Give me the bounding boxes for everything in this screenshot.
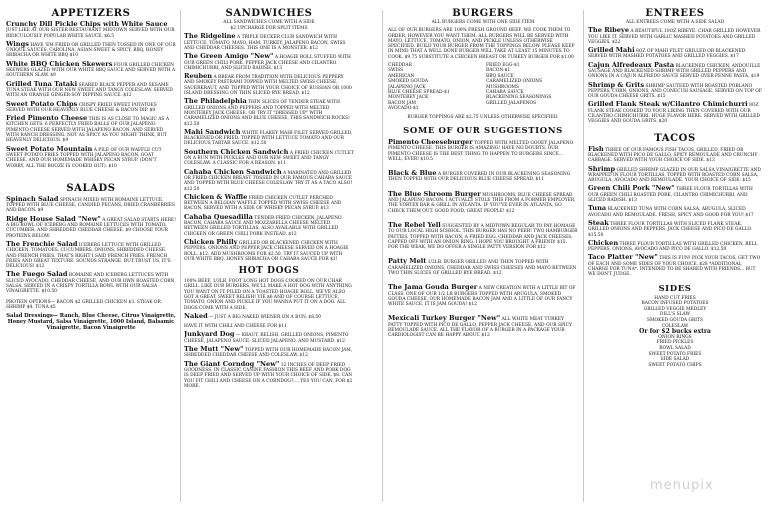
item-name: Spinach Salad (6, 194, 59, 203)
item-desc: WHITE FLAKEY MAHI FILET SERVED GRILLED, BLACKENED OR FRIED. TOPPED WITH LETTUCE TOMATO AND OUR DELICIOUS TARTAR SAUCE. $12.50 (184, 130, 353, 147)
item-name: Grilled Tuna Tataki (6, 79, 78, 88)
side-item: SWEET POTATO CHIPS (648, 362, 702, 368)
menu-item (184, 237, 354, 262)
topping-item: FRIED EGG-$1 (486, 62, 520, 68)
item-desc: A BREAK FROM TRADITION WITH DELICIOUS PEPPERY AND SMOKEY PASTRAMI TOPPED WITH MELTED SWISS CHEESE, SAUERKRAUT, AND TOPPED WITH YOUR CHOICE OF RUSSIAN OR 1000 ISLAND DRESSING ON THIN SLICED RYE BREAD. $12 (184, 75, 352, 97)
item-desc: JUST LIKE AT OUR SISTER RESTAURANT MIDTOWN SERVED WITH OUR RIDICULOUSLY POPULAR WHITE SAUCE. $6.5 (6, 28, 175, 39)
item-name: White BBQ Chicken Skewers (6, 59, 113, 68)
item-name: Taco Platter "New" (588, 253, 658, 262)
menu-item (184, 347, 354, 359)
salads-list (6, 194, 176, 295)
entrees-subtitle: ALL ENTREES COME WITH A SIDE SALAD (625, 20, 725, 25)
menu-item (6, 272, 176, 294)
item-desc: THREE OF OUR FAMOUS FISH TACOS, GRILLED, FRIED OR BLACKENED WITH PICO DE GALLO, SPICY REMOULADE AND CRUNCHY CABBAGE. SERVED WITH YOUR CHOICE OF SIDE. $13 (588, 147, 758, 164)
burgers-subtitle: ALL BURGERS COME WITH ONE SIDE ITEM (431, 20, 535, 25)
menu-item (184, 99, 354, 126)
item-name: Tuna (588, 204, 607, 213)
hotdogs-heading: HOT DOGS (238, 266, 300, 277)
menu-item (388, 137, 578, 162)
menu-item (588, 255, 762, 277)
item-name: The Ridgeline (184, 32, 236, 41)
left-column (6, 0, 176, 512)
topping-item: BACON-$1 (486, 68, 511, 74)
item-desc: SPINACH MIXED WITH ROMAINE LETTUCE. TOPPED WITH BLUE CHEESE, CANDIED PECANS, DRIED CRANBERRIES AND BACON. $9 (6, 197, 176, 214)
item-name: The Blue Shroom Burger (388, 189, 481, 198)
item-desc: THIN SLICES OF TENDER STEAK WITH GRILLED ONIONS AND PEPPERS AND TOPPED WITH MELTED MONTEREY JACK CHEESE. OR TRY IT "DRESSED UP" WITH CARAMELIZED ONIONS AND BLUE CHEESE. THIS SANDWICH ROCKS! $12.50 (184, 100, 350, 127)
hotdogs-list (184, 311, 354, 389)
item-desc: A BEAUTIFUL 10OZ RIBEYE. CHAR GRILLED HOWEVER YOU LIKE IT. SERVED WITH GARLIC MASHED POTATOES AND GRILLED VEGGIES. $22 (588, 29, 761, 45)
column-divider (382, 10, 383, 502)
item-name: The Frenchie Salad (6, 239, 78, 248)
item-desc: HAVE IT WITH CHILI AND CHEESE FOR $11 (184, 324, 287, 330)
topping-item: CARAMELIZED ONIONS (486, 79, 543, 85)
item-desc: GRILLED SHRIMP GLAZED IN OUR SALSA VINAIGRETTE AND WRAPPED IN FLOUR TORTILLAS, TOPPED WITH ROASTED CORN SALSA, ARUGULA, AVOCADO AND REMOULADE. YOUR CHOICE OF SIDE. $15 (588, 167, 761, 184)
item-name: Crunchy Dill Pickle Chips with White Sauce (6, 20, 168, 28)
salads-heading: SALADS (66, 182, 116, 194)
sides-list (588, 296, 762, 369)
item-desc: THREE FLOUR TORTILLAS WITH GRILLED CHICKEN, BELL PEPPERS, ONIONS, AVOCADO AND PICO DE GALLO. $12.50 (588, 241, 758, 253)
menu-item (588, 102, 762, 124)
menu-item (6, 99, 176, 114)
item-name: Black & Blue (388, 169, 437, 178)
side-item: SIDE SALAD (660, 357, 690, 363)
appetizers-list (6, 22, 176, 169)
item-desc: 8OZ OF MAHI FILET GRILLED OR BLACKENED SERVED WITH MASHED POTATOES AND GRILLED VEGGIES. $17 (588, 49, 746, 60)
item-desc: THIS IS FUN! PICK YOUR TACOS, GET TWO OF EACH AND SOME SIDES OF YOUR CHOICE. $28 *ADDITIONAL CHARGE FOR TUNA*. INTENDED TO BE SHARED WITH FRIENDS... BUT WE DON'T JUDGE. (588, 256, 761, 278)
topping-item: AVOCADO-$1 (388, 106, 419, 112)
item-name: Cahaba Quesadilla (184, 212, 253, 221)
topping-item: BLACKENING SEASONINGS (486, 95, 552, 101)
side-item: SMOKED GOUDA GRITS (647, 317, 703, 323)
item-name: Southern Chicken Sandwich (184, 147, 289, 156)
item-name: The Rebel Yell (388, 220, 441, 229)
menu-item (184, 323, 354, 329)
menupix-watermark: menupix (650, 478, 714, 493)
menu-item (588, 238, 762, 253)
item-name: The Mutt "New" (184, 345, 244, 354)
item-name: Reuben (184, 72, 213, 81)
menu-item (6, 214, 176, 239)
item-name: The Ribeye (588, 26, 630, 35)
side-item: ONION RINGS (658, 334, 692, 340)
item-desc: THIS IS AS CLOSE TO MAGIC AS A KITCHEN GETS. 6 PERFECTLY FRIED BALLS OF OUR JALAPENO PIMENTO CHEESE SERVED WITH JALAPENO BACON. AND SERVED WITH RANCH DRESSING. NOT AS SPICY AS YOU MIGHT THINK, BUT HEAVENLY DELICIOUS. $9 (6, 117, 169, 144)
sandwiches-list (184, 34, 354, 262)
menu-item (388, 171, 578, 183)
topping-item: BBQ SAUCE (486, 73, 514, 79)
topping-item: MONTEREY JACK (388, 95, 429, 101)
item-name: Steak (588, 218, 609, 227)
item-name: Grilled Flank Steak w/Cilantro Chimichurri (588, 100, 748, 109)
topping-item: CAHABA SAUCE (486, 90, 524, 96)
item-name: Pimento Cheeseburger (388, 137, 473, 146)
item-desc: TOPPED WITH OUR HOMEMADE BACON JAM, SHREDDED CHEDDAR CHEESE AND COLESLAW. $12 (184, 348, 353, 359)
topping-item: GRILLED JALAPENOS (486, 100, 537, 106)
item-desc: ICEBERG LETTUCE WITH GRILLED CHICKEN, TOMATOES, CUCUMBERS, ONIONS, SHREDDED CHEESE AND FRENCH FRIES. THAT'S RIGHT I SAID FRENCH FRIES. FRENCH FRIES AND GREAT TEXTURE. SOUNDS STRANGE, BUT TRUST US, IT'S DELICIOUS! $12 (6, 242, 171, 270)
menu-item (6, 22, 176, 39)
item-name: The Giant Corndog "New" (184, 359, 280, 368)
burgers-heading: BURGERS (452, 8, 514, 19)
menu-item (388, 220, 578, 251)
topping-item: SMOKED GOUDA (388, 79, 429, 85)
menu-item (184, 54, 354, 71)
item-name: Naked (184, 311, 208, 320)
column-divider (583, 10, 584, 502)
item-desc: 8OZ FLANK STEAK COOKED TO YOUR LIKING THEN COVERED WITH OUR CILANTRO CHIMICHURRI. HUGE FLAVOR HERE. SERVED WITH GRILLED VEGGIES AND GOUDA GRITS. $20 (588, 103, 760, 125)
item-desc: A TRIPLE DECKER CLUB SANDWICH WITH LETTUCE, TOMATO, MAYO, HAM, TURKEY, JALAPENO BACON, SWISS AND CHEDDAR CHEESES. THIS ONE IS A MONSTER. $12 (184, 35, 346, 51)
topping-item: BACON JAM (388, 100, 417, 106)
item-desc: SUGGESTED BY A MIDTOWN REGULAR TO PAY HOMAGE TO OUR LOCAL HIGH SCHOOL. THIS BURGER HAS NO PEER! TWO HAMBURGER PATTIES, TOPPED WITH BACON, A FRIED EGG, CHEDDAR AND JACK CHEESES, CAPPED OFF WITH AN ONION RING. I HOPE YOU BROUGHT A FRIEND! $15. FOR THE WEAK, WE DO OFFER A SINGLE PATTY VERSION FOR $12 (388, 223, 578, 251)
item-desc: FOUR GRILLED CHICKEN SKEWERS GLAZED WITH OUR WHITE BBQ SAUCE AND SERVED WITH A SOUTHERN SLAW. $9 (6, 62, 176, 79)
protein-options: PROTEIN OPTIONS— BACON $2 GRILLED CHICKEN $3. STEAK OR SHRIMP $4. TUNA $5 (6, 299, 161, 310)
item-name: The Fuego Salad (6, 270, 68, 279)
item-name: Sweet Potato Chips (6, 99, 78, 108)
menu-item (184, 167, 354, 192)
menu-item (184, 74, 354, 96)
item-desc: — KRAUT, RELISH, GRILLED ONIONS, PIMENTO CHEESE, JALAPENO SAUCE, SLICED JALAPENO, AND MUSTARD. $12 (184, 333, 349, 344)
side-item: FRIED PICKLES (656, 340, 694, 346)
appetizers-heading: APPETIZERS (51, 8, 131, 19)
burgers-intro: ALL OF OUR BURGERS ARE 100% FRESH GROUND BEEF. WE COOK THEM TO ORDER, HOWEVER YOU WANT THEM. ALL BURGERS WILL BE SERVED WITH MAYO, LETTUCE, TOMATO, ONION, AND PICKLE UNLESS OTHERWISE SPECIFIED. BUILD YOUR BURGER FROM THE TOPPINGS BELOW. PLEASE KEEP IN MIND THAT A WELL DONE BURGER WILL TAKE AT LEAST 15 MINUTES TO COOK. $9.75 SUBSTITUTE A CHICKEN BREAST OR TURKEY BURGER FOR $1.00 (388, 28, 575, 60)
side-item: DILL'S SLAW (659, 312, 691, 318)
sandwiches-heading: SANDWICHES (225, 8, 313, 19)
item-desc: HAVE 'EM FRIED OR GRILLED THEN TOSSED IN ONE OF OUR UNIQUE SAUCES. CAROLINA, ASIAN SWEET & SPICY, BBQ, HONEY SRIRACHA OR WHITE BBQ $10 (6, 42, 176, 59)
item-name: Cajun Alfredeaux Pasta (588, 60, 675, 69)
item-desc: — JUST A BIG NAKED WIENER ON A BUN. $8.50 (209, 314, 321, 320)
sides-upcharge: Or for $2 bucks extra (639, 328, 711, 336)
item-name: The Jama Gouda Burger (388, 283, 478, 292)
menu-item (588, 206, 762, 218)
item-name: The Philadelphia (184, 97, 247, 106)
side-item: BOWL SALAD (659, 345, 691, 351)
item-name: Grilled Mahi (588, 46, 635, 55)
menu-item (6, 116, 176, 143)
toppings-right (486, 63, 578, 112)
menu-item (588, 164, 762, 184)
menu-item (588, 80, 762, 100)
item-desc: BLACKENED TUNA WITH CORN SALSA, ARUGULA, SLICED AVOCADO AND REMOULADE. FRESH, SPICY AND GOOD FOR YOU! $17 (588, 207, 754, 218)
item-desc: A MARINATED AND GRILLED OR FRIED CHICKEN BREAST TOSSED IN OUR FAMOUS CAHABA SAUCE AND TOPPED WITH BLUE CHEESE COLESLAW. TRY IT AS A TACO ALSO! $12.50 (184, 170, 353, 192)
item-name: The Green Amigo "New" (184, 52, 274, 61)
side-item: HAND CUT FRIES (654, 295, 696, 301)
suggestions-heading: SOME OF OUR SUGGESTIONS (403, 125, 563, 136)
item-desc: A NEW CREATION WITH A LITTLE BIT OF CLASS. ONE OF OUR 1/2 LB BURGERS TOPPED WITH ARUGULA, SMOKED GOUDA CHEESE, OUR HOMEMADE BACON JAM AND A LITTLE OF OUR FANCY WHITE SAUCE. IT IS JAM GOUDA! $12 (388, 286, 576, 308)
menu-item (6, 239, 176, 270)
side-item: COLESLAW (661, 323, 689, 329)
burger-toppings (388, 63, 578, 112)
sandwiches-subtitle: ALL SANDWICHES COME WITH A SIDE (223, 20, 315, 25)
topping-item: JALAPENO JACK (388, 84, 426, 90)
menu-item (388, 285, 578, 307)
item-desc: SHRIMP SAUTEED WITH ROASTED POBLANO PEPPERS, CORN, ONIONS, AND CONECUH SAUSAGE, SERVED ON TOP OF OUR GOUDA CHEESE GRITS. $15 (588, 83, 762, 100)
item-name: Shrimp (588, 164, 616, 173)
item-desc: THREE FLOUR TORTILLAS WITH OUR GREEN CHILI ROASTED PORK, CILANTRO CHIMICHURRI, AND SLICED RADISH. $13 (588, 187, 753, 204)
menu-item (184, 311, 354, 320)
entrees-list (588, 28, 762, 124)
topping-item: SWISS (388, 68, 404, 74)
item-name: Green Chili Pork "New" (588, 184, 675, 193)
menu-item (184, 212, 354, 237)
item-name: Sweet Potato Mountain (6, 144, 93, 153)
toppings-left (388, 63, 480, 112)
entree-column (588, 0, 762, 512)
item-name: Chicken & Waffle (184, 192, 248, 201)
menu-item (588, 218, 762, 238)
sandwiches-subtitle-2: $2 UPCHARGE FOR SPLIT ITEMS (230, 26, 308, 32)
menu-item (184, 147, 354, 167)
topping-item: MUSHROOMS (486, 84, 520, 90)
salad-dressings: Salad Dressings— Ranch, Blue Cheese, Citrus Vinaigrette, Honey Mustard, Salsa Vinaigrette, 1000 Island, Balsamic Vinaigrette, Bacon Vinaigrette (6, 313, 176, 332)
menu-item (388, 259, 578, 276)
item-desc: THREE FLOUR TORTILLAS WITH SLICED FLANK STEAK, GRILLED ONIONS AND PEPPERS, JACK CHEESE AND PICO DE GALLO. $15.50 (588, 221, 753, 238)
item-name: Mahi Sandwich (184, 127, 241, 136)
topping-item: BLUE CHEESE SPREAD-$1 (388, 90, 450, 96)
item-name: Chicken (588, 238, 619, 247)
item-desc: FRIED CHICKEN CUTLET PERCHED BETWEEN A BELGIAN WAFFLE TOPPED WITH SWISS CHEESE AND BACON, SERVED WITH A SIDE OF WHISKY PECAN SYRUP. $13 (184, 195, 342, 212)
sandwich-column (184, 0, 354, 512)
tacos-heading: TACOS (654, 132, 696, 144)
item-name: Fish (588, 144, 604, 153)
topping-item: CHEDDAR (388, 62, 412, 68)
item-desc: SEARED BLACK PEPPER AND SESAME TUNA STEAK WITH OUR NEW SWEET AND TANGY COLESLAW. SERVED WITH AN ORANGE GINGER-SOY DIPPING SAUCE. $12 (6, 82, 173, 99)
item-desc: A HOAGIE ROLL STUFFED WITH OUR GREEN CHILI PORK, PEPPER JACK CHEESE AND CILANTRO CHIMICHURRI, AND SLICED RADISH. $13 (184, 55, 351, 71)
item-name: Mexicali Turkey Burger "New" (388, 314, 501, 323)
menu-item (6, 59, 176, 79)
menu-item (588, 144, 762, 164)
item-desc: A FRIED CHICKEN CUTLET ON A BUN WITH PICKLES AND OUR NEW SWEET AND TANGY COLESLAW. A CLASSIC FOR A REASON. $11 (184, 150, 354, 167)
menu-item (6, 144, 176, 169)
entrees-heading: ENTREES (645, 8, 705, 19)
menu-item (6, 194, 176, 214)
suggestions-list (388, 137, 578, 339)
item-desc: TENDER FRIED CHICKEN, JALAPENO BACON, CAHABA SAUCE AND MOZZARELLA CHEESE MELTED BETWEEN GRILLED TORTILLAS. ALSO AVAILABLE WITH GRILLED CHICKEN OR GREEN CHILI PORK INSTEAD. $12 (184, 215, 342, 237)
item-desc: A GREAT SALAD STARTS HERE! A BIG BOWL OF ICEBERG AND ROMAINE LETTUCES WITH TOMATO, CUCUMBER, AND SHREDDED CHEDDAR CHEESE. $9 CHOOSE YOUR PROTEINS BELOW. (6, 217, 176, 239)
side-item: GRILLED VEGGIE MEDLEY (643, 306, 707, 312)
toppings-footnote: BURGER TOPPINGS ARE $2.75 UNLESS OTHERWISE SPECIFIED. (407, 114, 559, 120)
side-item: SWEET POTATO FRIES (648, 351, 702, 357)
menu-item (388, 189, 578, 214)
item-name: Junkyard Dog (184, 330, 235, 339)
item-name: Wings (6, 39, 29, 48)
column-divider (180, 10, 181, 502)
item-desc: ALL WHITE MEAT TURKEY PATTY TOPPED WITH PICO DE GALLO, PEPPER JACK CHEESE, AND OUR SPICY REMOULADE SAUCE. ALL THE FLAVOR OF A BURGER IN A PACKAGE YOUR CARDIOLOGIST CAN BE HAPPY ABOUT. $12 (388, 317, 572, 339)
menu-item (184, 359, 354, 389)
topping-item: AMERICAN (388, 73, 415, 79)
menu-item (388, 316, 578, 338)
item-desc: CRISPY FRIED SWEET POTATOES SERVED WITH OUR HEAVENLY BLUE CHEESE & BACON DIP. $9 (6, 102, 157, 113)
item-name: Fried Pimento Cheese (6, 114, 88, 123)
tacos-list (588, 144, 762, 278)
menu-item (588, 186, 762, 203)
item-desc: A BURGER COVERED IN OUR BLACKENING SEASONING THEN TOPPED WITH OUR DELICIOUS BLUE CHEESE SPREAD. $11 (388, 172, 571, 183)
menu-item (6, 79, 176, 99)
menu-item (588, 28, 762, 45)
item-desc: A PILE OF OUR WAFFLE CUT SWEET POTATO FRIES TOPPED WITH JALAPENO BACON, GOAT CHEESE, AND OUR HOMEMADE WHISKY PECAN SYRUP. (DON'T WORRY, ALL THE BOOZE IS COOKED OUT). $10 (6, 147, 162, 169)
item-desc: GRILLED OR BLACKENED CHICKEN WITH PEPPERS, ONIONS AND PEPPER JACK CHEESE SERVED ON A HOAGIE ROLL. $12. ADD MUSHROOMS FOR $2.50. TRY IT SAUCED UP WITH OUR WHITE BBQ, HONEY SRIRACHA OR CAHABA SAUCE FOR $1! (184, 240, 349, 262)
sides-heading: SIDES (658, 283, 692, 294)
menu-item (6, 39, 176, 59)
item-name: Ridge House Salad "New" (6, 214, 101, 223)
side-item: BACON INFUSED POTATOES (641, 301, 709, 307)
item-desc: 12 INCHES OF DEEP FRIED GOODNESS. IN CLASSIC CANINE FASHION THIS BEEF AND PORK DOG IS DEEP FRIED AND SERVED UP WITH YOUR CHOICE OF SIDE. $8. CAN YOU FIT CHILI AND CHEESE ON A CORNDOG?.... YES YOU CAN, FOR $2 MORE. (184, 362, 353, 389)
menu-item (588, 60, 762, 80)
menu-item (184, 127, 354, 147)
burger-column (388, 0, 578, 512)
item-desc: 1/2LB. BURGER GRILLED AND THEN TOPPED WITH CARAMELIZED ONIONS, CHEDDAR AND SWISS CHEESES AND MAYO BETWEEN TWO THIN SLICES OF GRILLED RYE BREAD. $12 (388, 260, 577, 276)
menu-item (588, 48, 762, 60)
item-name: Chicken Philly (184, 237, 238, 246)
item-desc: MUSHROOMS, BLUE CHEESE SPREAD AND JALAPENO BACON. I ACTUALLY STOLE THIS FROM A FORMER EMPLOYER, THE VORTEX BAR & GRILL IN ATLANTA. IF YOU'VE EVER IN ATLANTA, GO CHECK THEM OUT. GOOD FOOD, GREAT PEOPLE! $12 (388, 192, 576, 214)
item-name: Shrimp & Grits (588, 80, 645, 89)
menu-item (184, 192, 354, 212)
menu-item (184, 34, 354, 51)
item-desc: ROMAINE AND ICEBERG LETTUCES WITH SLICED AVOCADO, CHEDDAR CHEESE, AND OUR OWN ROASTED CORN SALSA. SERVED IN A CRISPY TORTILLA BOWL WITH OUR SALSA VINAIGRETTE. $10.50 (6, 273, 175, 295)
hotdogs-intro: 100% BEEF, 1/3LB, FOOT LONG HOT DOGS COOKED ON OUR CHAR GRILL. LIKE OUR BURGERS, WE'LL MAKE A HOT DOG WITH ANYTHING YOU WANT ON IT. PILED ON A TOASTED HOAGIE ROLL. WE'VE ALSO GOT A GREAT, SWEET RELISH! VIE $6 AND OF COURSE LETTUCE, TOMATO, ONION AND PICKLE IF YOU WANNA PUT IT ON A DOG. ALL DOGS COME WITH A SIDE. (184, 279, 352, 311)
item-name: Cahaba Chicken Sandwich (184, 167, 282, 176)
item-desc: BLACKENED CHICKEN, ANDOUILLE SAUSAGE AND BLACKENED SHRIMP WITH GRILLED PEPPERS AND ONIONS IN A CAJUN ALFREDO SAUCE SERVED OVER PENNE PASTA. $19 (588, 63, 761, 80)
item-name: Patty Melt (388, 257, 427, 266)
menu-item (184, 332, 354, 344)
item-desc: TOPPED WITH MELTED GOOEY JALAPENO PIMENTO CHEESE. THIS BURGER IS AMAZING! HAVE NO DOUBTS, OUR PIMENTO CHEESE IS THE BEST THING TO HAPPEN TO BURGERS SINCE... WELL, EVER! $10.5 (388, 140, 574, 162)
